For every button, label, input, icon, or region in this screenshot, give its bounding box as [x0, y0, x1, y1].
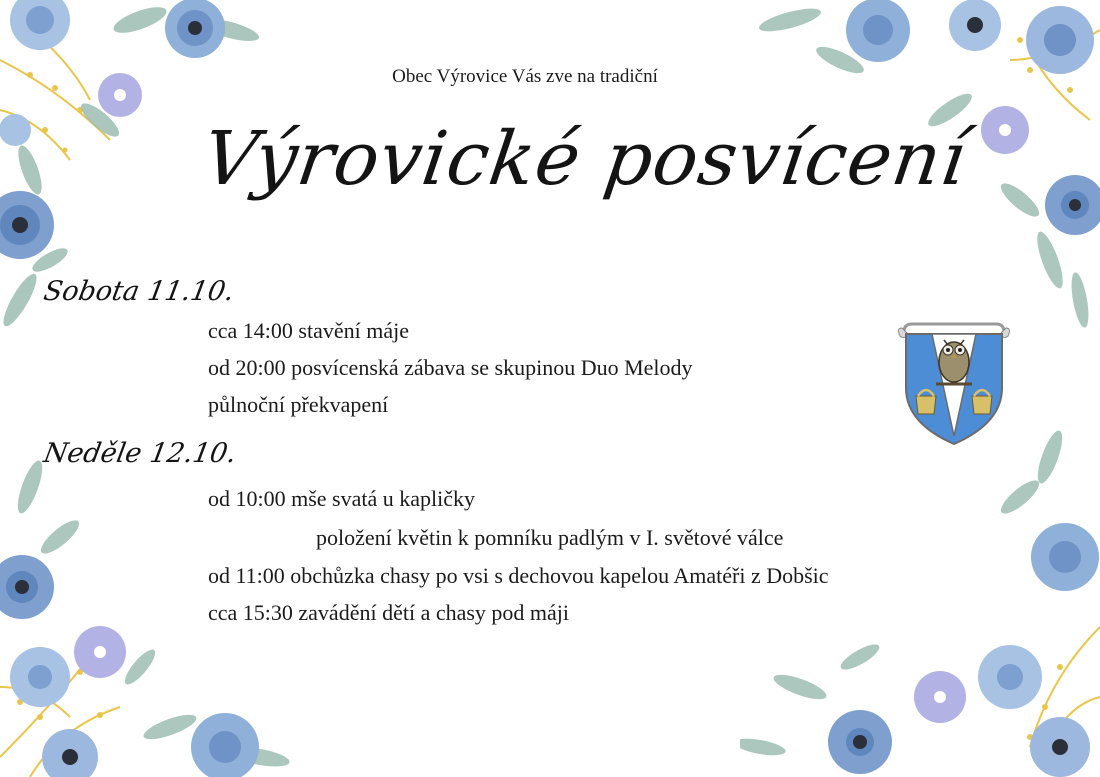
program-item: cca 15:30 zavádění dětí a chasy pod máji — [208, 600, 570, 625]
flower-corner-bottom-right — [740, 427, 1100, 777]
program-item: od 10:00 mše svatá u kapličky — [208, 486, 476, 511]
program-item: od 20:00 posvícenská zábava se skupinou Duo Melody — [208, 355, 693, 380]
program-item: cca 14:00 stavění máje — [208, 318, 409, 343]
event-title: Výrovické posvícení — [197, 116, 973, 202]
coat-of-arms-icon — [898, 318, 1010, 448]
program-item: půlnoční překvapení — [208, 392, 389, 417]
invitation-intro: Obec Výrovice Vás zve na tradiční — [392, 66, 658, 87]
program-item: položení květin k pomníku padlým v I. světové válce — [316, 525, 784, 550]
saturday-heading: Sobota 11.10. — [41, 276, 237, 307]
program-item: od 11:00 obchůzka chasy po vsi s dechovou kapelou Amatéři z Dobšic — [208, 563, 829, 588]
sunday-heading: Neděle 12.10. — [41, 438, 239, 469]
